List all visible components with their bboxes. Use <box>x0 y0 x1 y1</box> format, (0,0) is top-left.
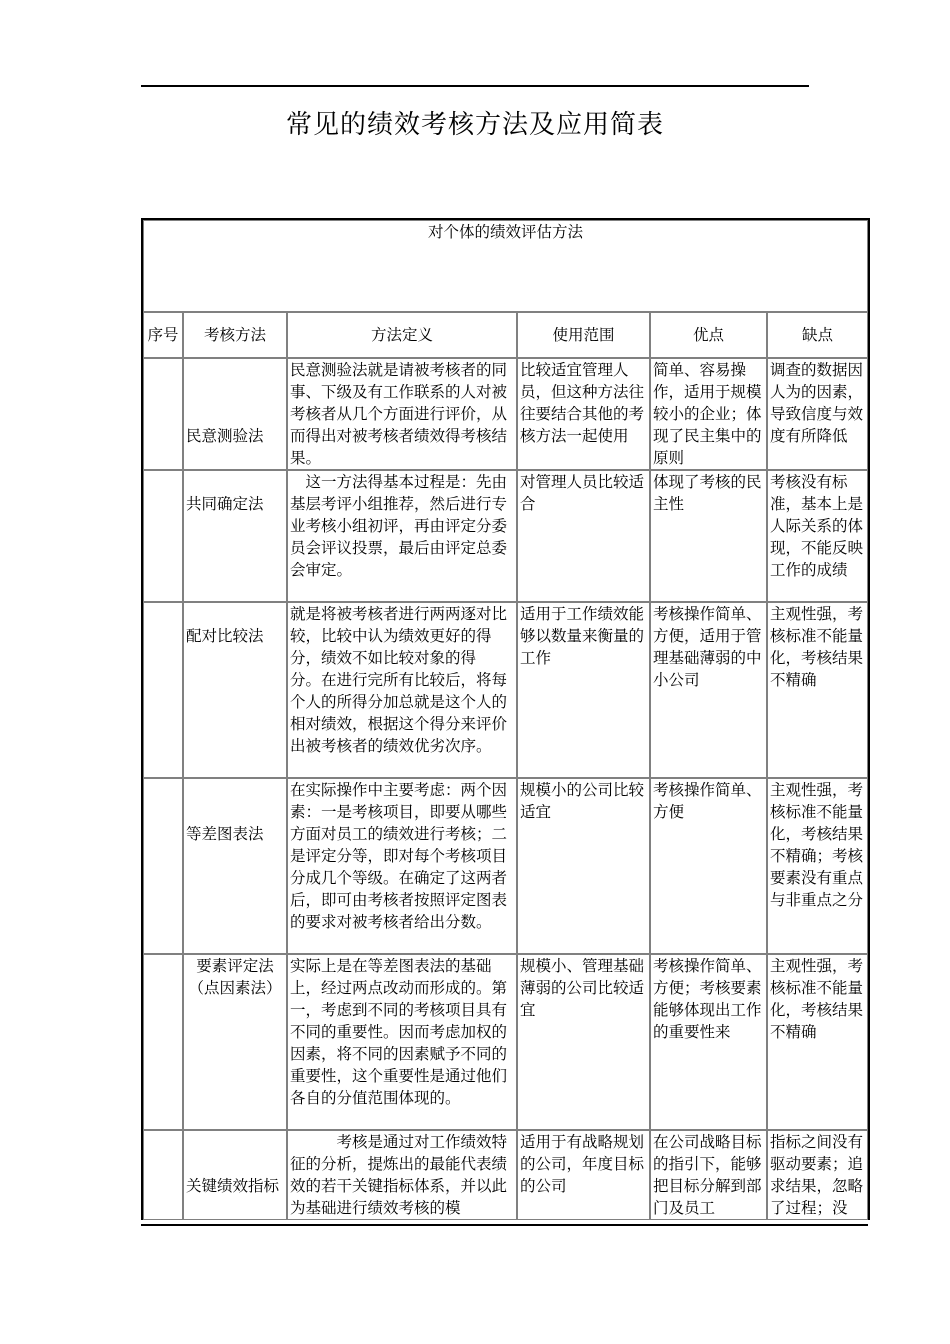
row-no <box>143 954 183 1130</box>
row-cons: 主观性强，考核标准不能量化，考核结果不精确 <box>767 602 868 778</box>
row-scope: 对管理人员比较适合 <box>517 470 650 602</box>
row-method: 配对比较法 <box>183 602 287 778</box>
row-no <box>143 1130 183 1220</box>
row-scope: 规模小的公司比较适宜 <box>517 778 650 954</box>
row-definition: 这一方法得基本过程是：先由基层考评小组推荐，然后进行专业考核小组初评，再由评定分委员会评议投票，最后由评定总委会审定。 <box>287 470 517 602</box>
row-definition: 民意测验法就是请被考核者的同事、下级及有工作联系的人对被考核者从几个方面进行评价，从而得出对被考核者绩效得考核结果。 <box>287 358 517 470</box>
row-scope: 规模小、管理基础薄弱的公司比较适宜 <box>517 954 650 1130</box>
column-header-definition: 方法定义 <box>287 312 517 358</box>
row-definition: 考核是通过对工作绩效特征的分析，提炼出的最能代表绩效的若干关键指标体系，并以此为基础进行绩效考核的模 <box>287 1130 517 1220</box>
table-row <box>143 358 868 470</box>
column-header-cons: 缺点 <box>767 312 868 358</box>
row-no <box>143 602 183 778</box>
column-header-method: 考核方法 <box>183 312 287 358</box>
row-pros: 考核操作简单、方便，适用于管理基础薄弱的中小公司 <box>650 602 767 778</box>
table-row <box>143 954 868 1130</box>
row-no <box>143 358 183 470</box>
row-cons: 主观性强，考核标准不能量化，考核结果不精确 <box>767 954 868 1130</box>
row-definition: 实际上是在等差图表法的基础上，经过两点改动而形成的。第一，考虑到不同的考核项目具有不同的重要性。因而考虑加权的因素，将不同的因素赋予不同的重要性，这个重要性是通过他们各自的分值范围体现的。 <box>287 954 517 1130</box>
table-row <box>143 602 868 778</box>
row-cons: 考核没有标准，基本上是人际关系的体现，不能反映工作的成绩 <box>767 470 868 602</box>
column-header-row <box>143 312 868 358</box>
row-method: 要素评定法（点因素法） <box>183 954 287 1130</box>
table-heading: 对个体的绩效评估方法 <box>143 220 868 312</box>
row-cons: 指标之间没有驱动要素；追求结果，忽略了过程；没 <box>767 1130 868 1220</box>
row-pros: 考核操作简单、方便 <box>650 778 767 954</box>
row-cons: 调查的数据因人为的因素，导致信度与效度有所降低 <box>767 358 868 470</box>
column-header-no: 序号 <box>143 312 183 358</box>
column-header-pros: 优点 <box>650 312 767 358</box>
header-rule <box>141 85 809 87</box>
row-method: 等差图表法 <box>183 778 287 954</box>
methods-table <box>141 218 870 1220</box>
row-no <box>143 778 183 954</box>
row-method: 共同确定法 <box>183 470 287 602</box>
table-page-cut-edge <box>141 1224 868 1226</box>
row-pros: 在公司战略目标的指引下，能够把目标分解到部门及员工 <box>650 1130 767 1220</box>
row-scope: 适用于有战略规划的公司，年度目标的公司 <box>517 1130 650 1220</box>
row-definition: 就是将被考核者进行两两逐对比较，比较中认为绩效更好的得 分，绩效不如比较对象的得 分。在进行完所有比较后，将每个人的所得分加总就是这个人的相对绩效，根据这个得分来评价出被考核者的绩效优劣次序。 <box>287 602 517 778</box>
row-definition: 在实际操作中主要考虑：两个因素：一是考核项目，即要从哪些方面对员工的绩效进行考核；二是评定分等，即对每个考核项目分成几个等级。在确定了这两者后，即可由考核者按照评定图表的要求对被考核者给出分数。 <box>287 778 517 954</box>
row-cons: 主观性强，考核标准不能量化，考核结果不精确；考核要素没有重点与非重点之分 <box>767 778 868 954</box>
row-method: 民意测验法 <box>183 358 287 470</box>
column-header-scope: 使用范围 <box>517 312 650 358</box>
row-no <box>143 470 183 602</box>
row-pros: 体现了考核的民主性 <box>650 470 767 602</box>
row-scope: 比较适宜管理人员，但这种方法往往要结合其他的考核方法一起使用 <box>517 358 650 470</box>
table-row <box>143 1130 868 1220</box>
row-pros: 考核操作简单、方便；考核要素能够体现出工作的重要性来 <box>650 954 767 1130</box>
document-title: 常见的绩效考核方法及应用简表 <box>285 110 664 140</box>
row-scope: 适用于工作绩效能够以数量来衡量的工作 <box>517 602 650 778</box>
table-row <box>143 778 868 954</box>
row-method: 关键绩效指标 <box>183 1130 287 1220</box>
table-row <box>143 470 868 602</box>
row-pros: 简单、容易操作，适用于规模较小的企业；体现了民主集中的原则 <box>650 358 767 470</box>
